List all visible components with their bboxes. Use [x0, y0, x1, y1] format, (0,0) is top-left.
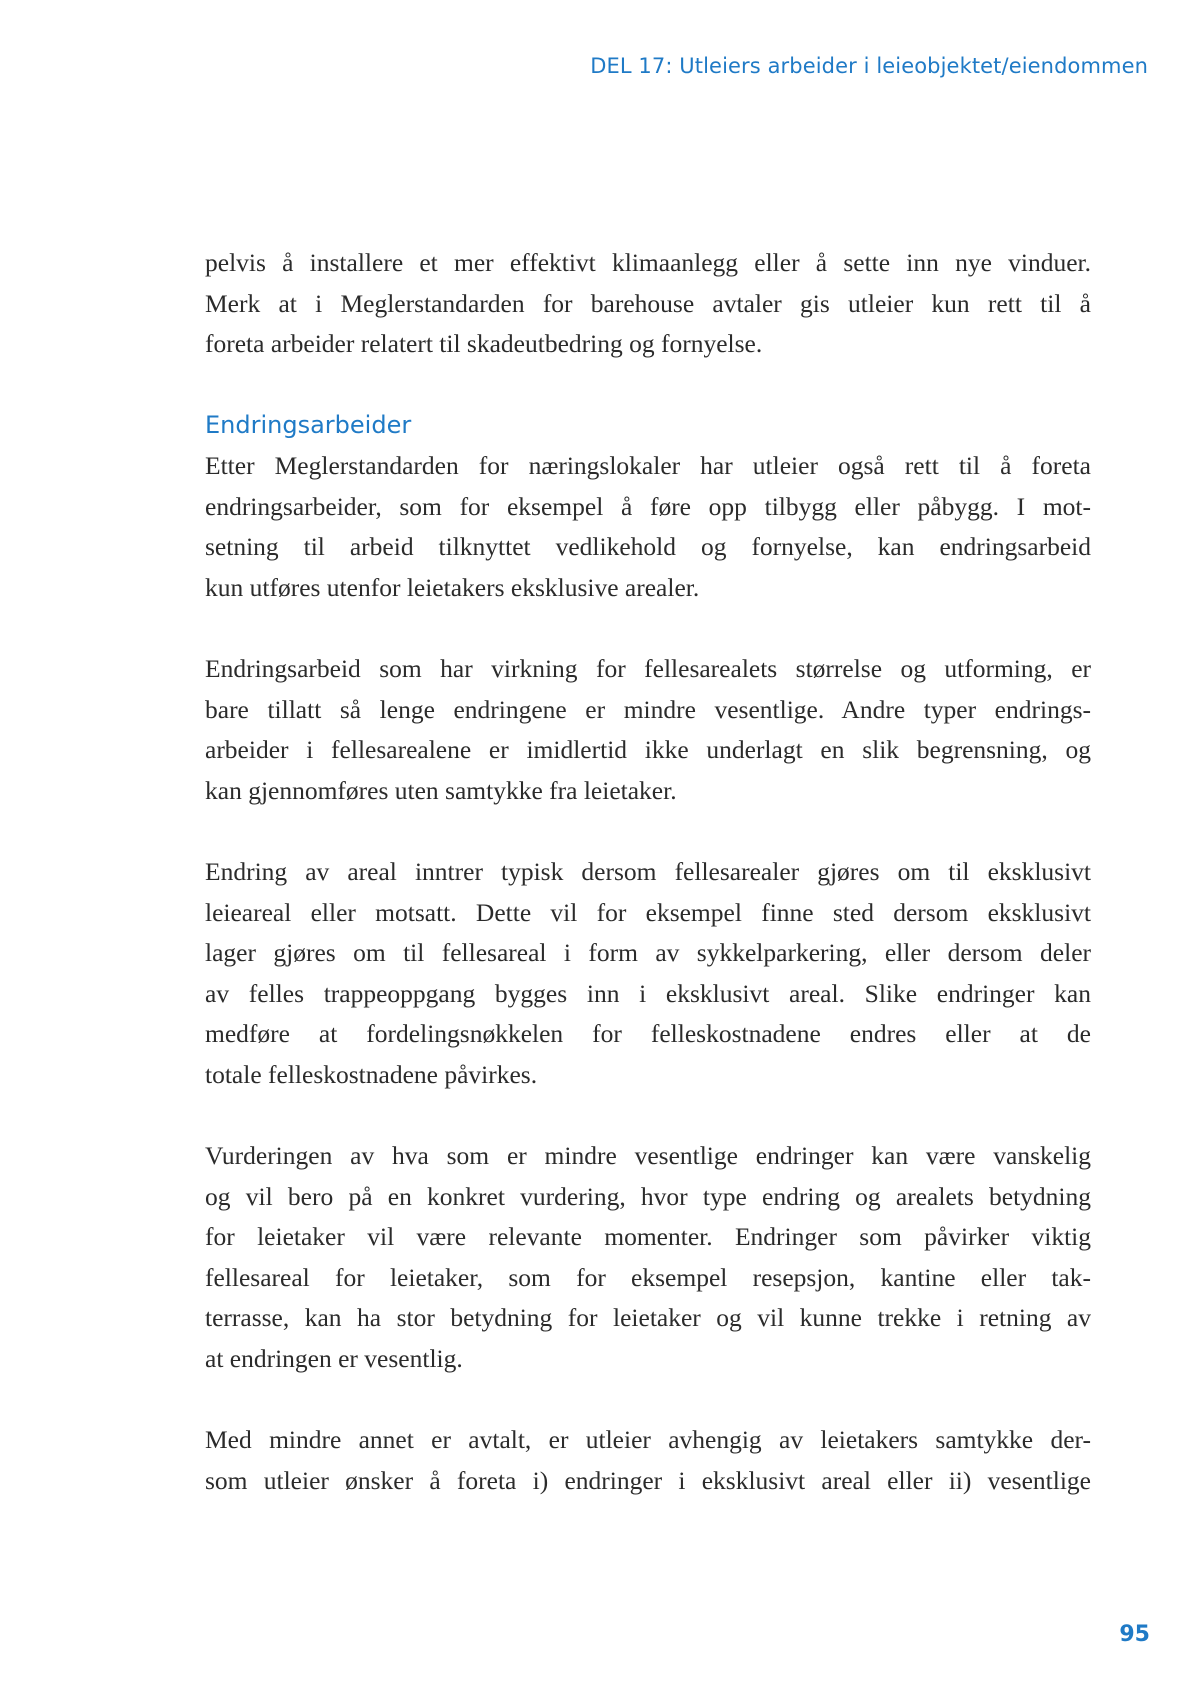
text-line: av felles trappeoppgang bygges inn i eksklusivt areal. Slike endringer kan [205, 978, 1091, 1008]
paragraph-vurderingen [205, 1136, 1091, 1380]
text-line: som utleier ønsker å foreta i) endringer i eksklusivt areal eller ii) vesentlige [205, 1465, 1091, 1495]
text-line: Endringsarbeid som har virkning for fellesarealets størrelse og utforming, er [205, 653, 1091, 683]
text-line: terrasse, kan ha stor betydning for leietaker og vil kunne trekke i retning av [205, 1303, 1091, 1333]
text-line: at endringen er vesentlig. [205, 1344, 463, 1374]
text-line: for leietaker vil være relevante momenter. Endringer som påvirker viktig [205, 1222, 1091, 1252]
text-line: setning til arbeid tilknyttet vedlikehold og fornyelse, kan endringsarbeid [205, 532, 1091, 562]
section-heading: Endringsarbeider [205, 411, 412, 440]
page-content [205, 243, 1091, 1542]
text-line: pelvis å installere et mer effektivt klimaanlegg eller å sette inn nye vinduer. [205, 248, 1091, 277]
text-line: Etter Meglerstandarden for næringslokaler har utleier også rett til å foreta [205, 450, 1091, 480]
text-line: endringsarbeider, som for eksempel å føre opp tilbygg eller påbygg. I mot- [205, 491, 1091, 521]
text-line: foreta arbeider relatert til skadeutbedring og fornyelse. [205, 329, 763, 359]
text-line: leieareal eller motsatt. Dette vil for eksempel finne sted dersom eksklusivt [205, 897, 1091, 927]
text-line: arbeider i fellesarealene er imidlertid ikke underlagt en slik begrensning, og [205, 735, 1091, 765]
paragraph-endringsarbeider-intro [205, 446, 1091, 608]
text-line: kan gjennomføres uten samtykke fra leietaker. [205, 775, 677, 805]
text-line: fellesareal for leietaker, som for eksempel resepsjon, kantine eller tak- [205, 1262, 1091, 1292]
text-line: lager gjøres om til fellesareal i form av sykkelparkering, eller dersom deler [205, 938, 1091, 968]
text-line: Merk at i Meglerstandarden for barehouse avtaler gis utleier kun rett til å [205, 288, 1091, 318]
text-line: Endring av areal inntrer typisk dersom fellesarealer gjøres om til eksklusivt [205, 856, 1091, 886]
text-line: Vurderingen av hva som er mindre vesentlige endringer kan være vanskelig [205, 1141, 1091, 1171]
text-line: medføre at fordelingsnøkkelen for felleskostnadene endres eller at de [205, 1019, 1091, 1049]
page-number: 95 [1119, 1622, 1150, 1647]
text-line: totale felleskostnadene påvirkes. [205, 1059, 538, 1089]
text-line: Med mindre annet er avtalt, er utleier avhengig av leietakers samtykke der- [205, 1425, 1091, 1455]
running-header: DEL 17: Utleiers arbeider i leieobjektet/eiendommen [590, 54, 1148, 78]
text-line: bare tillatt så lenge endringene er mindre vesentlige. Andre typer endrings- [205, 694, 1091, 724]
text-line: kun utføres utenfor leietakers eksklusive arealer. [205, 572, 700, 602]
paragraph-continuation [205, 243, 1091, 365]
paragraph-samtykke [205, 1420, 1091, 1501]
text-line: og vil bero på en konkret vurdering, hvor type endring og arealets betydning [205, 1181, 1091, 1211]
paragraph-fellesareal [205, 649, 1091, 811]
paragraph-endring-av-areal [205, 852, 1091, 1096]
